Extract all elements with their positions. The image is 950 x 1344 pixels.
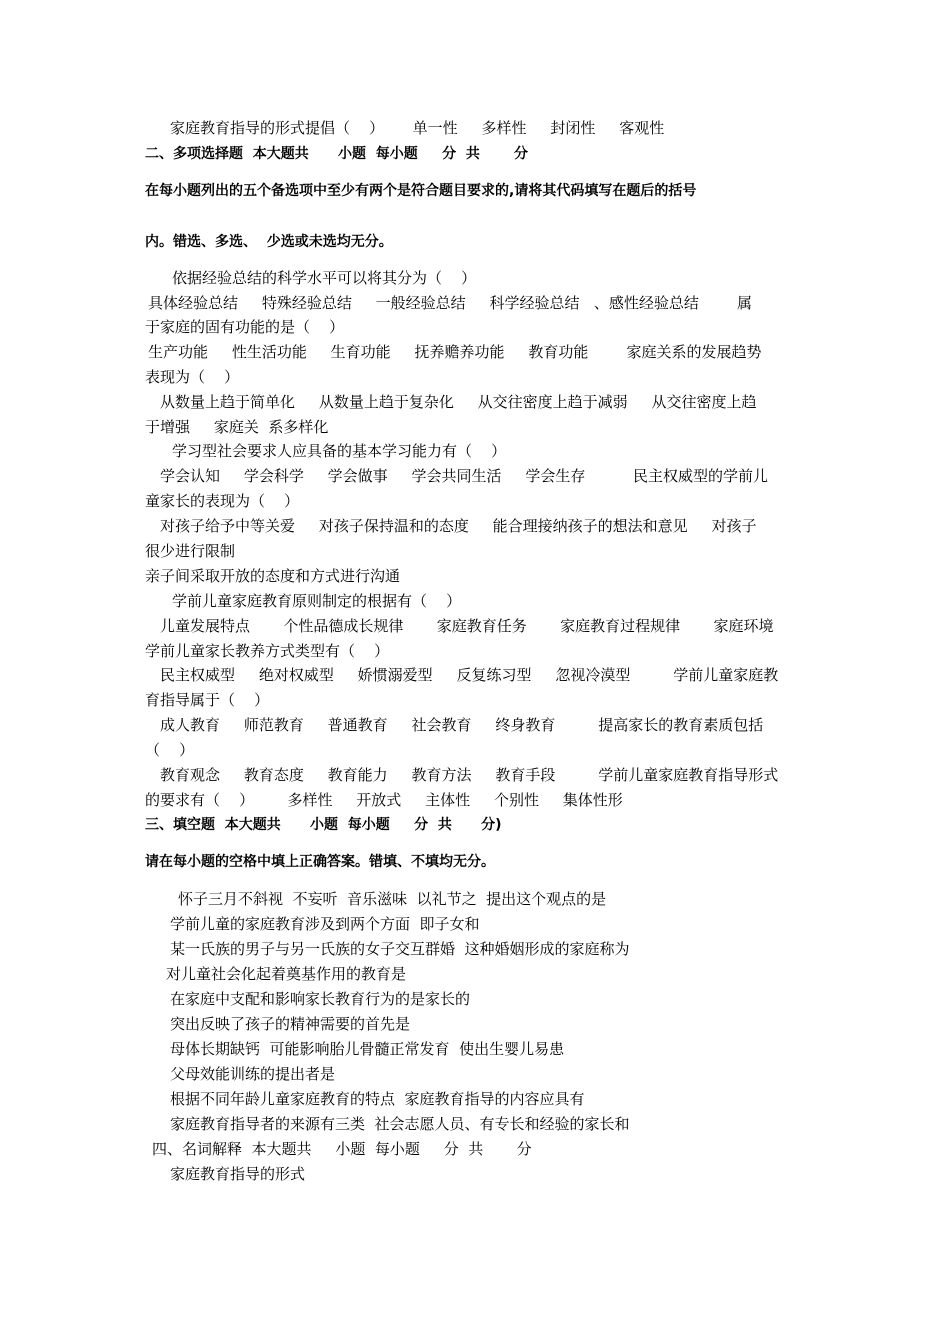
options-line: 于增强 家庭关 系多样化 [145,418,329,436]
section-heading: 三、填空题 本大题共 小题 每小题 分 共 分) [145,817,502,833]
options-line: 教育观念 教育态度 教育能力 教育方法 教育手段 学前儿童家庭教育指导形式 [160,766,779,784]
section-heading: 四、名词解释 本大题共 小题 每小题 分 共 分 [152,1140,532,1158]
section-instructions: 请在每小题的空格中填上正确答案。错填、不填均无分。 [145,854,495,870]
fill-blank-item: 对儿童社会化起着奠基作用的教育是 [166,965,407,983]
section-heading: 二、多项选择题 本大题共 小题 每小题 分 共 分 [145,146,528,162]
question-line: 于家庭的固有功能的是（ ） [145,318,345,336]
question-line: 育指导属于（ ） [145,691,270,709]
options-line: 具体经验总结 特殊经验总结 一般经验总结 科学经验总结 、感性经验总结 属 [148,294,752,312]
question-line: 表现为（ ） [145,368,240,386]
section-instructions: 在每小题列出的五个备选项中至少有两个是符合题目要求的,请将其代码填写在题后的括号 [145,183,697,199]
fill-blank-item: 家庭教育指导者的来源有三类 社会志愿人员、有专长和经验的家长和 [170,1115,630,1133]
question-line: 学前儿童家长教养方式类型有（ ） [145,642,390,660]
fill-blank-item: 突出反映了孩子的精神需要的首先是 [170,1015,411,1033]
fill-blank-item: 怀子三月不斜视 不妄听 音乐滋味 以礼节之 提出这个观点的是 [178,890,607,908]
question-line: 的要求有（ ） 多样性 开放式 主体性 个别性 集体性形 [145,791,623,809]
options-line: 成人教育 师范教育 普通教育 社会教育 终身教育 提高家长的教育素质包括 [160,716,764,734]
options-line: 民主权威型 绝对权威型 娇惯溺爱型 反复练习型 忽视冷漠型 学前儿童家庭教 [160,666,779,684]
fill-blank-item: 在家庭中支配和影响家长教育行为的是家长的 [170,990,471,1008]
fill-blank-item: 根据不同年龄儿童家庭教育的特点 家庭教育指导的内容应具有 [170,1090,585,1108]
question-line: 家庭教育指导的形式提倡（ ） 单一性 多样性 封闭性 客观性 [170,119,665,137]
options-line: 对孩子给予中等关爱 对孩子保持温和的态度 能合理接纳孩子的想法和意见 对孩子 [160,517,757,535]
options-line: 生产功能 性生活功能 生育功能 抚养赡养功能 教育功能 家庭关系的发展趋势 [148,343,762,361]
question-line: 学前儿童家庭教育原则制定的根据有（ ） [172,592,462,610]
fill-blank-item: 母体长期缺钙 可能影响胎儿骨髓正常发育 使出生婴儿易患 [170,1040,565,1058]
question-line: 依据经验总结的科学水平可以将其分为（ ） [172,269,477,287]
options-line: 儿童发展特点 个性品德成长规律 家庭教育任务 家庭教育过程规律 家庭环境 [160,617,774,635]
section-instructions: 内。错选、多选、 少选或未选均无分。 [145,234,393,250]
fill-blank-item: 父母效能训练的提出者是 [170,1065,336,1083]
term-item: 家庭教育指导的形式 [170,1165,306,1183]
question-line: 童家长的表现为（ ） [145,492,300,510]
options-line: 从数量上趋于简单化 从数量上趋于复杂化 从交往密度上趋于减弱 从交往密度上趋 [160,393,757,411]
options-line: 很少进行限制 [145,542,236,560]
fill-blank-item: 某一氏族的男子与另一氏族的女子交互群婚 这种婚姻形成的家庭称为 [170,940,630,958]
question-line: 学习型社会要求人应具备的基本学习能力有（ ） [172,442,507,460]
options-line: 亲子间采取开放的态度和方式进行沟通 [145,567,401,585]
fill-blank-item: 学前儿童的家庭教育涉及到两个方面 即子女和 [170,915,480,933]
options-line: 学会认知 学会科学 学会做事 学会共同生活 学会生存 民主权威型的学前儿 [160,467,769,485]
question-line: （ ） [145,741,195,759]
